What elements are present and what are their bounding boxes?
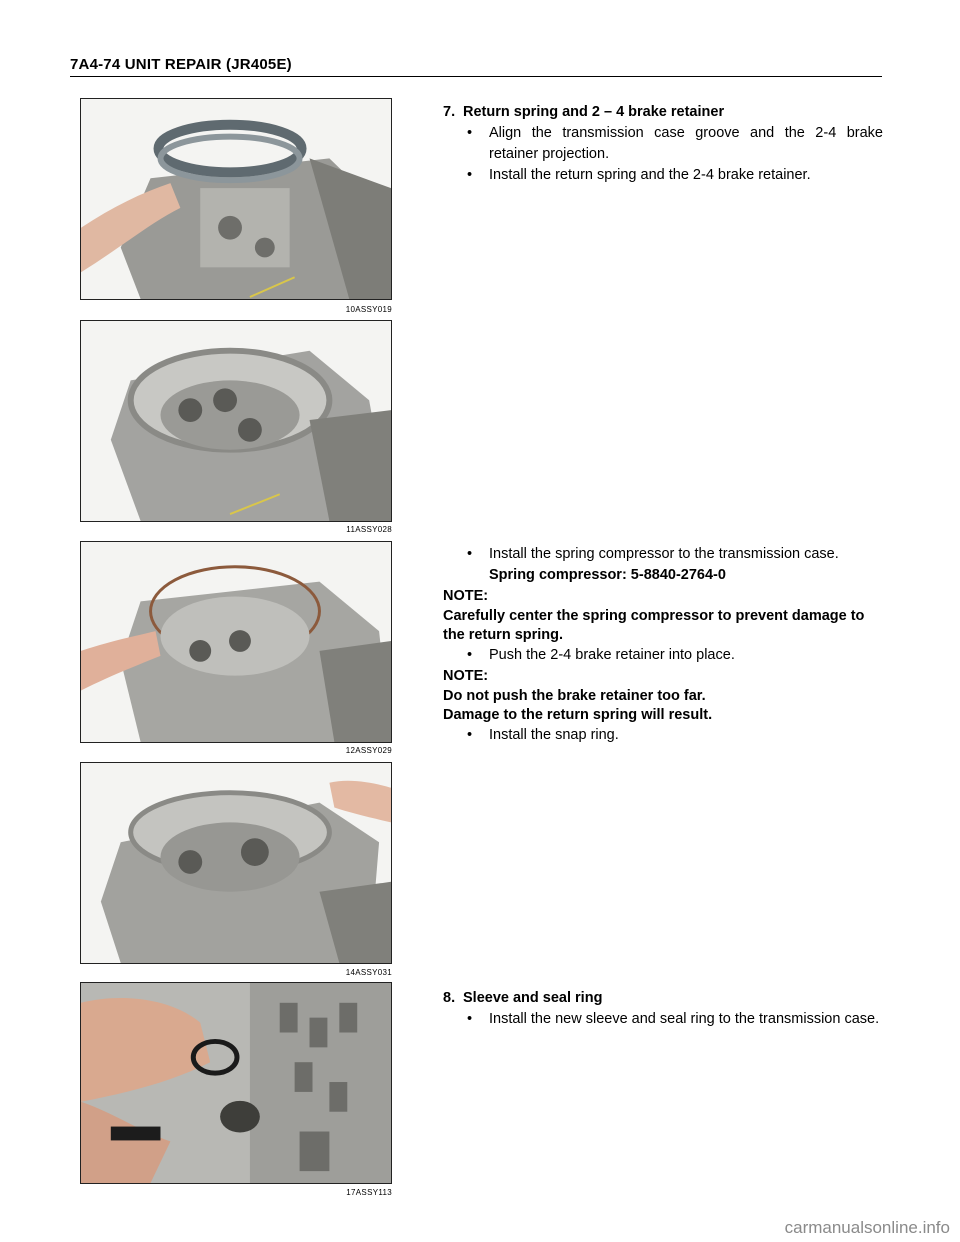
instruction-bullet: • Push the 2-4 brake retainer into place.: [443, 645, 883, 666]
note-label: NOTE:: [443, 668, 489, 684]
figure-photo-5: [80, 982, 392, 1184]
page-header: 7A4-74 UNIT REPAIR (JR405E): [70, 56, 882, 77]
figure-caption-2: 11ASSY028: [346, 525, 392, 534]
section-7-continued: [443, 544, 883, 746]
figure-caption-1: 10ASSY019: [345, 305, 392, 314]
instruction-bullet: • Install the spring compressor to the transmission case.: [443, 544, 883, 565]
note-text: Damage to the return spring will result.: [443, 707, 713, 723]
instruction-bullet: • Install the return spring and the 2-4 brake retainer.: [443, 165, 883, 186]
figure-photo-2: [80, 320, 392, 522]
figure-photo-1: [80, 98, 392, 300]
note-text: Carefully center the spring compressor to prevent damage to the return spring.: [443, 608, 865, 643]
instruction-bullet: • Install the new sleeve and seal ring to the transmission case.: [443, 1009, 883, 1030]
step-number: 8.: [443, 990, 456, 1006]
figure-caption-3: 12ASSY029: [345, 746, 392, 755]
step-7-heading: [443, 102, 883, 123]
section-8: [443, 988, 883, 1030]
note-text: Do not push the brake retainer too far.: [443, 688, 706, 704]
figure-caption-5: 17ASSY113: [346, 1188, 392, 1197]
step-title: Sleeve and seal ring: [463, 990, 603, 1006]
step-8-heading: [443, 988, 883, 1009]
figure-photo-4: [80, 762, 392, 964]
instruction-bullet: • Install the snap ring.: [443, 725, 883, 746]
figure-caption-4: 14ASSY031: [345, 968, 392, 977]
step-number: 7.: [443, 104, 456, 120]
tool-spec: Spring compressor: 5-8840-2764-0: [489, 567, 726, 583]
instruction-bullet: • Align the transmission case groove and the 2-4 brake retainer projection.: [443, 123, 883, 165]
note-label: NOTE:: [443, 588, 489, 604]
watermark: carmanualsonline.info: [784, 1218, 950, 1237]
figure-photo-3: [80, 541, 392, 743]
section-7: [443, 102, 883, 186]
step-title: Return spring and 2 – 4 brake retainer: [463, 104, 725, 120]
